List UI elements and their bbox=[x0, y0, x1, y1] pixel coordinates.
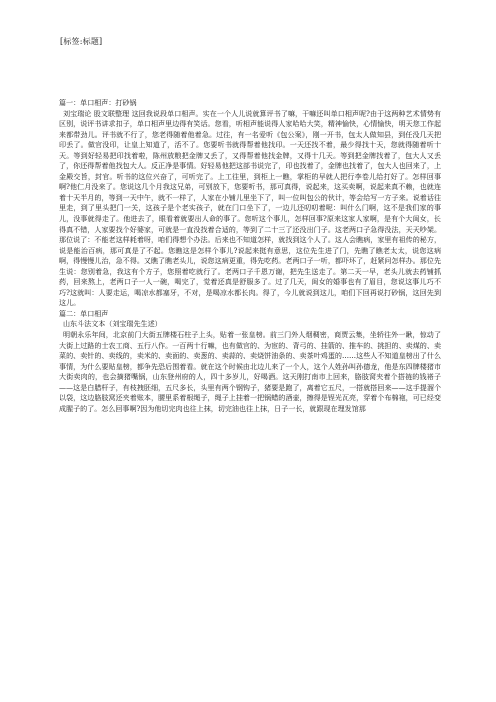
section1-paragraph: 刘宝瑞论 股文联整理 这回我说段单口相声。实在一个人儿说就算评书了嘛，干嘛还叫单口相声呢?由于这两种艺术情势有区别，说评书讲求扣子，单口相声里边得有笑话。您看，听相声能说得人家哈哈大笑，精神愉快，心情愉快，明天您工作起来都带劲儿。评书就不行了，您老得随着他着急。过往，有一名爱听《包公案》，刚一开书，包太人做知县，到任没几天把印丢了。做官没印，让皇上知道了，活不了。您要听书就得帮着他找印。一天还找不着，最少得找十天，您就得随着听十天。等到好轻易把印找着啦，陈州放粮把金牌又丢了，又得帮着他找金牌，又得十几天。等到把金牌找着了，包大人又丢了，你还得帮着他找包大人。反正净是事情。好轻易他把这部书说完了，印也找着了，金牌也找着了，包大人也回来了，上金殿交旨，封官。听书的这位兴奋了，可听完了。上工往里，到柜上一瞧，掌柜的早就人把行李卷儿给打好了。怎样回事啊?他仁月没来了。您说这几个月我这兄弟，可别放下，您要听书，那可真得，说起来，这买卖啊，说起来真不赖，也就连着十天半月的，等到一天中午，就不一样了，人家在小铺儿里坐下了，叫一位叫包公的伙计，等会给写一方子来。说着话往里走，到了里头把门一关，这孩子是个老实孩子，就在门口坐下了，一边儿还叨叨着呢：叫什么门啊，这不是我们家的事儿，没事就得走了。他进去了，眼看着就要出人命的事了。您听这个事儿，怎样回事?原来这家人家啊，是有个大闺女，长得真不错，人家要找个好婆家，可就是一直没找着合适的，等到了二十三了还没出门子。这老两口子急得没法，天天吵架。那位说了：不能老这样耗着呀，咱们得想个办法。后来也不知道怎样，就找到这个人了。这人会瞧病，家里有祖传的秘方，说是能治百病，那可真是了不起。您瞧这是怎样个事儿?说起来挺有意思，这位先生进了门，先瞧了瞧老太太，说您这病啊，得慢慢儿治，急不得。又瞧了瞧老头儿，说您这病更重，得先吃药。老两口子一听，都吓坏了，赶紧问怎样办。那位先生说：您别着急，我这有个方子，您照着吃就行了。老两口子千恩万谢，把先生送走了。第二天一早，老头儿就去药铺抓药，回来熬上，老两口子一人一碗，喝完了，觉着还真是舒服多了。过了几天，闺女的婚事也有了眉目，您说这事儿巧不巧?这就叫：人要走运，喝凉水都塞牙，不对，是喝凉水都长肉。得了，今儿就说到这儿，咱们下回再说打砂锅，这回先到这儿。 bbox=[59, 108, 441, 308]
section2-heading: 篇二：单口相声 bbox=[59, 308, 109, 318]
tag-line: [标签:标题] bbox=[60, 37, 103, 46]
document-body bbox=[59, 98, 441, 414]
section2-paragraph: 明朝永乐年间，北京前门大街五牌楼石柱子上头，贴着一张皇榜。前三门外人烟稠密，商贾云集，坐轿往外一瞅，惊动了大街上过路的士农工商、五行八作。一百两十行嘛，也有做官的、为宦的、背弓的、挂箭的、推车的、挑担的、卖煤的、卖菜的、卖针的、卖线的，卖米的、卖面的、卖葱的、卖蒜的、卖烧饼油条的、卖茶叶鸡蛋的……这些人不知道皇榜出了什么事情，为什么要贴皇榜，都争先恐后围着看。就在这个时候由北边儿来了一个人，这个人姓孙叫孙德龙，他是东四牌楼猪市大街卖肉的，也会摘猪嘴锅，山东登州府的人，四十多岁儿，好喝酒。这天刚打南市上回来，胳肢窝夹着个搭裢的钱褡子——这是白腊杆子，有枝拽胚细，五尺多长，头里有两个钢钩子，猪要是跑了，离着它五尺，一搭就搭回来——这手提溜个以袋，这边胳肢窝还夹着账本，腰里系着根绳子，绳子上挂着一把锅蜡的酒壶，擦得是锃光瓦亮，穿着个布棉袍，可已经变成腥子的了。怎么回事啊?因为他切完肉也往上抹，切完油也往上抹，日子一长，就跟现在理发馆那 bbox=[59, 330, 441, 413]
section1-heading: 篇一：单口相声：打砂锅 bbox=[59, 98, 137, 107]
section2-subheading: 山东斗法文本（刘宝瑞先生述） bbox=[63, 319, 162, 329]
